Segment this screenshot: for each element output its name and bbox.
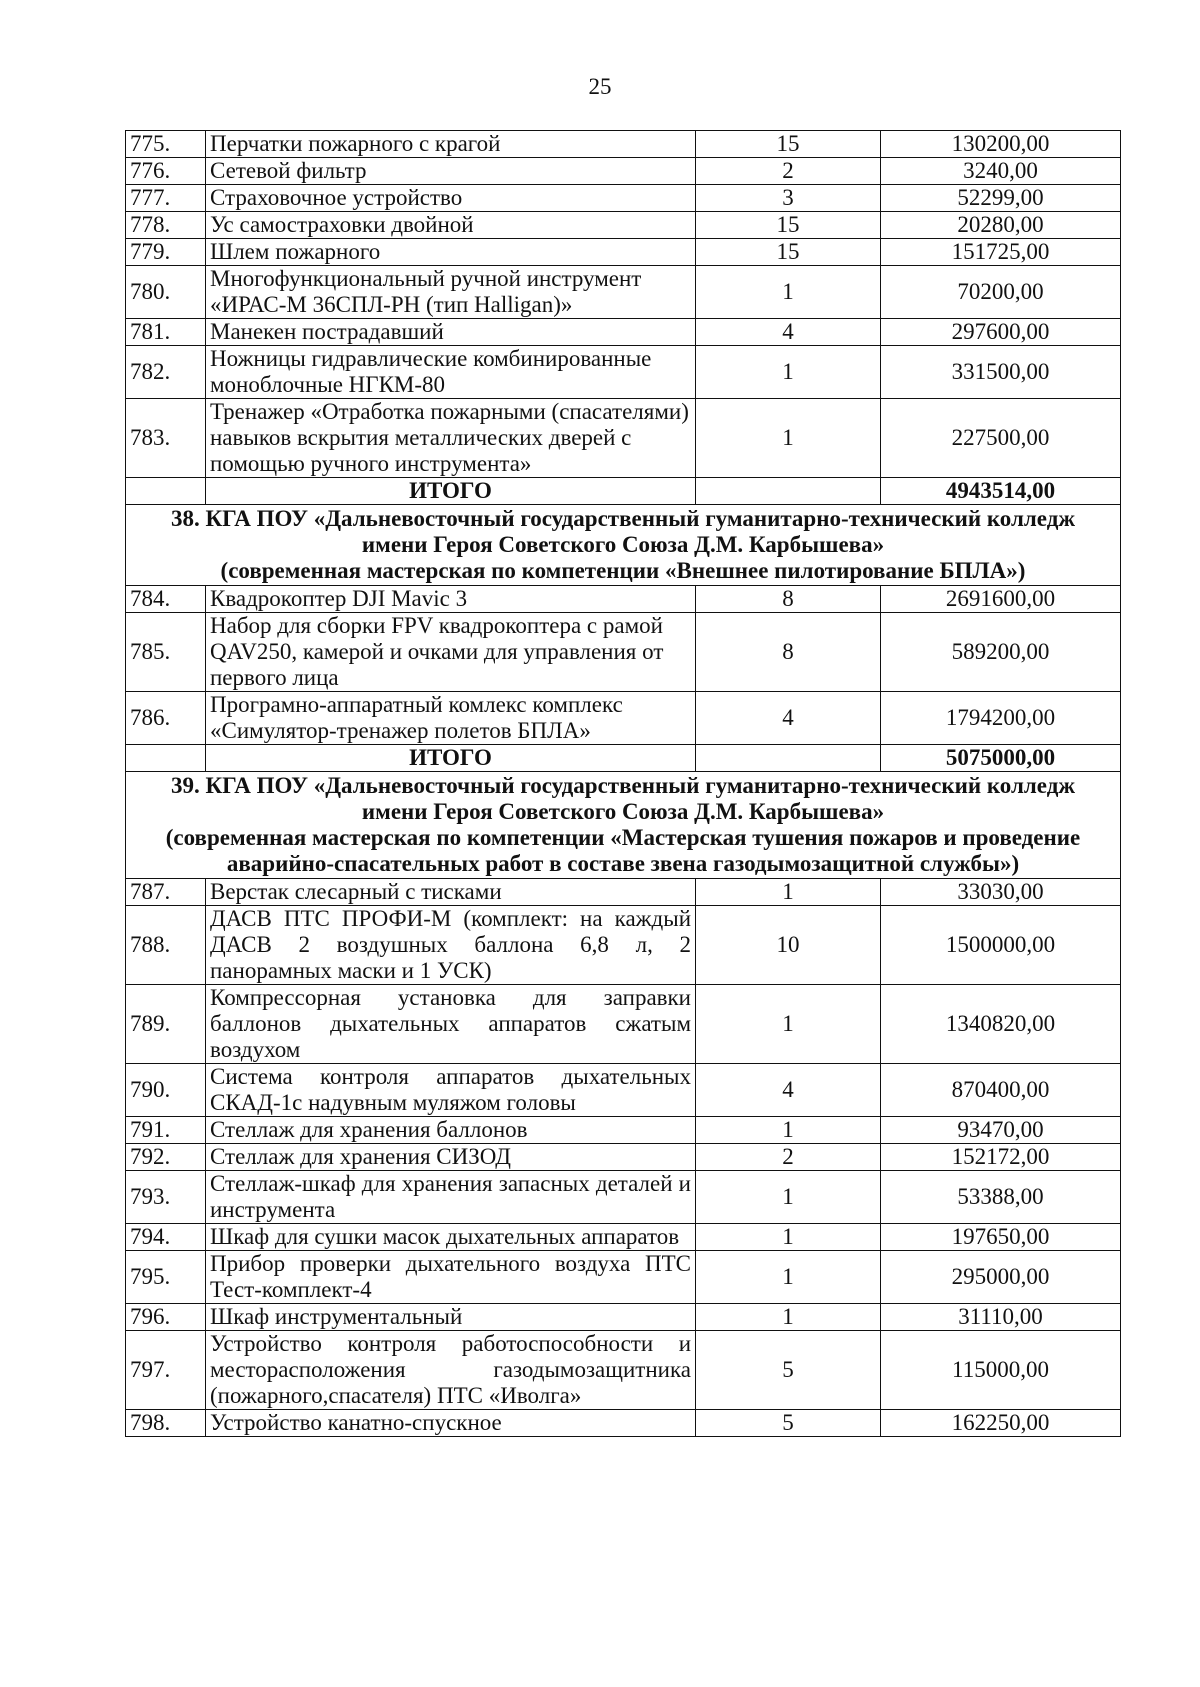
item-name-line: Програмно-аппаратный комлекс комплекс <box>210 692 623 717</box>
item-name-line: (пожарного,спасателя) ПТС «Иволга» <box>210 1383 582 1408</box>
row-number: 789. <box>126 985 206 1064</box>
row-number: 794. <box>126 1224 206 1251</box>
row-number: 790. <box>126 1064 206 1117</box>
item-name <box>206 906 696 985</box>
item-name <box>206 1331 696 1410</box>
item-name-line: деталей и инструмента <box>210 1171 691 1222</box>
item-quantity: 1 <box>696 1251 881 1304</box>
item-quantity: 2 <box>696 158 881 185</box>
item-quantity: 8 <box>696 613 881 692</box>
item-name-line: Страховочное устройство <box>210 185 463 210</box>
item-name-line: Стеллаж для хранения СИЗОД <box>210 1144 511 1169</box>
table-row <box>126 158 1121 185</box>
row-number: 777. <box>126 185 206 212</box>
item-price: 53388,00 <box>881 1171 1121 1224</box>
item-name <box>206 985 696 1064</box>
item-quantity: 4 <box>696 319 881 346</box>
table-row <box>126 131 1121 158</box>
item-quantity: 3 <box>696 185 881 212</box>
item-price: 31110,00 <box>881 1304 1121 1331</box>
item-price: 870400,00 <box>881 1064 1121 1117</box>
item-name-line: Перчатки пожарного с крагой <box>210 131 501 156</box>
section-heading-line: имени Героя Советского Союза Д.М. Карбышева» <box>361 532 885 557</box>
item-name-line: Стеллаж для хранения баллонов <box>210 1117 528 1142</box>
item-price: 197650,00 <box>881 1224 1121 1251</box>
total-label: ИТОГО <box>206 745 696 772</box>
table-row <box>126 613 1121 692</box>
table-row <box>126 319 1121 346</box>
item-name-line: Ножницы гидравлические <box>210 346 468 371</box>
item-name-line: Манекен пострадавший <box>210 319 444 344</box>
item-name-line: воздухом <box>210 1037 301 1062</box>
item-quantity: 1 <box>696 879 881 906</box>
row-number: 797. <box>126 1331 206 1410</box>
row-number: 792. <box>126 1144 206 1171</box>
table-row <box>126 212 1121 239</box>
row-number: 798. <box>126 1410 206 1437</box>
section-heading-line: (современная мастерская по компетенции «Мастерская тушения пожаров и проведение <box>165 825 1081 850</box>
item-name-line: Устройство контроля работоспособности и <box>210 1331 691 1356</box>
table-row <box>126 1410 1121 1437</box>
item-name <box>206 131 696 158</box>
table-row <box>126 239 1121 266</box>
section-heading <box>126 772 1121 879</box>
item-price: 33030,00 <box>881 879 1121 906</box>
table-row <box>126 879 1121 906</box>
total-price: 4943514,00 <box>881 478 1121 505</box>
item-quantity: 1 <box>696 1304 881 1331</box>
item-price: 152172,00 <box>881 1144 1121 1171</box>
item-name-line: Шкаф для сушки масок дыхательных <box>210 1224 576 1249</box>
item-quantity: 1 <box>696 346 881 399</box>
row-number: 778. <box>126 212 206 239</box>
item-price: 151725,00 <box>881 239 1121 266</box>
item-price: 589200,00 <box>881 613 1121 692</box>
page-number: 25 <box>588 74 612 99</box>
total-number-cell <box>126 478 206 505</box>
item-quantity: 4 <box>696 1064 881 1117</box>
item-name-line: Сетевой фильтр <box>210 158 367 183</box>
item-quantity: 2 <box>696 1144 881 1171</box>
item-name <box>206 1064 696 1117</box>
item-name <box>206 1251 696 1304</box>
item-price: 162250,00 <box>881 1410 1121 1437</box>
row-number: 793. <box>126 1171 206 1224</box>
item-name <box>206 1224 696 1251</box>
item-price: 52299,00 <box>881 185 1121 212</box>
item-quantity: 1 <box>696 1171 881 1224</box>
item-quantity: 1 <box>696 266 881 319</box>
item-price: 227500,00 <box>881 399 1121 478</box>
item-price: 130200,00 <box>881 131 1121 158</box>
row-number: 783. <box>126 399 206 478</box>
row-number: 785. <box>126 613 206 692</box>
total-row <box>126 478 1121 505</box>
item-name-line: аппаратов <box>581 1224 680 1249</box>
item-name <box>206 586 696 613</box>
table-row <box>126 1064 1121 1117</box>
item-name <box>206 1117 696 1144</box>
item-name-line: «ИРАС-М 36СПЛ-РН (тип Halligan)» <box>210 292 573 317</box>
table-row <box>126 346 1121 399</box>
item-price: 93470,00 <box>881 1117 1121 1144</box>
item-name-line: Тренажер «Отработка пожарными <box>210 399 546 424</box>
item-quantity: 15 <box>696 239 881 266</box>
item-name-line: месторасположения газодымозащитника <box>210 1357 691 1382</box>
item-name-line: Верстак слесарный с тисками <box>210 879 502 904</box>
item-name-line: баллонов дыхательных аппаратов сжатым <box>210 1011 691 1036</box>
item-name-line: Набор для сборки FPV квадрокоптера с <box>210 613 598 638</box>
equipment-table <box>125 130 1121 1437</box>
row-number: 795. <box>126 1251 206 1304</box>
item-name-line: комбинированные моноблочные НГКМ-80 <box>210 346 652 397</box>
row-number: 775. <box>126 131 206 158</box>
table-row <box>126 399 1121 478</box>
item-name <box>206 879 696 906</box>
row-number: 784. <box>126 586 206 613</box>
item-name-line: управления от первого лица <box>210 639 664 690</box>
item-name <box>206 158 696 185</box>
table-row <box>126 906 1121 985</box>
item-name-line: ПТС Тест-комплект-4 <box>210 1251 691 1302</box>
section-heading-line: имени Героя Советского Союза Д.М. Карбышева» <box>361 799 885 824</box>
row-number: 779. <box>126 239 206 266</box>
item-name-line: (спасателями) навыков вскрытия <box>210 399 689 450</box>
row-number: 791. <box>126 1117 206 1144</box>
total-price: 5075000,00 <box>881 745 1121 772</box>
table-row <box>126 1304 1121 1331</box>
table-row <box>126 1251 1121 1304</box>
item-quantity: 1 <box>696 1117 881 1144</box>
total-quantity-cell <box>696 478 881 505</box>
item-quantity: 10 <box>696 906 881 985</box>
item-price: 1340820,00 <box>881 985 1121 1064</box>
item-quantity: 5 <box>696 1331 881 1410</box>
table-row <box>126 1224 1121 1251</box>
item-price: 2691600,00 <box>881 586 1121 613</box>
item-quantity: 15 <box>696 131 881 158</box>
item-name <box>206 1144 696 1171</box>
item-price: 3240,00 <box>881 158 1121 185</box>
item-quantity: 8 <box>696 586 881 613</box>
section-heading-line: 39. КГА ПОУ «Дальневосточный государственный гуманитарно-технический колледж <box>170 773 1076 798</box>
item-name-line: Ус самостраховки двойной <box>210 212 474 237</box>
item-name <box>206 692 696 745</box>
item-name-line: Стеллаж-шкаф для хранения запасных <box>210 1171 590 1196</box>
item-price: 1500000,00 <box>881 906 1121 985</box>
table-row <box>126 185 1121 212</box>
row-number: 786. <box>126 692 206 745</box>
table-body <box>126 131 1121 1437</box>
item-name-line: Устройство канатно-спускное <box>210 1410 502 1435</box>
item-name-line: ДАСВ ПТС ПРОФИ-М (комплект: на <box>210 906 603 931</box>
row-number: 780. <box>126 266 206 319</box>
item-name-line: инструмента» <box>394 451 532 476</box>
item-name-line: Шкаф инструментальный <box>210 1304 463 1329</box>
table-row <box>126 1331 1121 1410</box>
total-row <box>126 745 1121 772</box>
row-number: 782. <box>126 346 206 399</box>
section-heading-row <box>126 772 1121 879</box>
item-name <box>206 266 696 319</box>
item-name <box>206 346 696 399</box>
section-heading <box>126 505 1121 586</box>
item-name <box>206 399 696 478</box>
section-heading-row <box>126 505 1121 586</box>
item-quantity: 1 <box>696 985 881 1064</box>
item-name-line: рамой QAV250, камерой и очками для <box>210 613 663 664</box>
item-name <box>206 212 696 239</box>
table-row <box>126 692 1121 745</box>
table-row <box>126 1144 1121 1171</box>
item-price: 20280,00 <box>881 212 1121 239</box>
item-name <box>206 1410 696 1437</box>
table-row <box>126 1117 1121 1144</box>
item-name <box>206 613 696 692</box>
item-price: 70200,00 <box>881 266 1121 319</box>
row-number: 776. <box>126 158 206 185</box>
row-number: 796. <box>126 1304 206 1331</box>
item-name-line: металлических дверей с помощью ручного <box>210 425 632 476</box>
item-price: 331500,00 <box>881 346 1121 399</box>
item-quantity: 1 <box>696 1224 881 1251</box>
item-price: 1794200,00 <box>881 692 1121 745</box>
section-heading-line: 38. КГА ПОУ «Дальневосточный государственный гуманитарно-технический колледж <box>170 506 1076 531</box>
item-name-line: Многофункциональный ручной инструмент <box>210 266 642 291</box>
item-name <box>206 319 696 346</box>
table-row <box>126 586 1121 613</box>
item-name <box>206 239 696 266</box>
item-quantity: 4 <box>696 692 881 745</box>
item-name-line: Шлем пожарного <box>210 239 381 264</box>
total-number-cell <box>126 745 206 772</box>
row-number: 781. <box>126 319 206 346</box>
item-price: 115000,00 <box>881 1331 1121 1410</box>
total-quantity-cell <box>696 745 881 772</box>
item-name <box>206 1304 696 1331</box>
item-price: 297600,00 <box>881 319 1121 346</box>
row-number: 787. <box>126 879 206 906</box>
item-name-line: каждый ДАСВ 2 воздушных баллона 6,8 л, 2 <box>210 906 692 957</box>
item-name <box>206 185 696 212</box>
item-price: 295000,00 <box>881 1251 1121 1304</box>
item-quantity: 15 <box>696 212 881 239</box>
item-name-line: Квадрокоптер DJI Mavic 3 <box>210 586 468 611</box>
table-row <box>126 266 1121 319</box>
item-name-line: СКАД-1с надувным муляжом головы <box>210 1090 576 1115</box>
item-name-line: Компрессорная установка для заправки <box>210 985 691 1010</box>
table-row <box>126 1171 1121 1224</box>
section-heading-line: (современная мастерская по компетенции «Внешнее пилотирование БПЛА») <box>220 558 1026 583</box>
row-number: 788. <box>126 906 206 985</box>
item-name-line: Система контроля аппаратов дыхательных <box>210 1064 691 1089</box>
item-name-line: «Симулятор-тренажер полетов БПЛА» <box>210 718 591 743</box>
item-name-line: панорамных маски и 1 УСК) <box>210 958 492 983</box>
table-row <box>126 985 1121 1064</box>
item-name-line: Прибор проверки дыхательного воздуха <box>210 1251 631 1276</box>
section-heading-line: аварийно-спасательных работ в составе звена газодымозащитной службы») <box>226 851 1020 876</box>
total-label: ИТОГО <box>206 478 696 505</box>
item-quantity: 5 <box>696 1410 881 1437</box>
item-quantity: 1 <box>696 399 881 478</box>
item-name <box>206 1171 696 1224</box>
